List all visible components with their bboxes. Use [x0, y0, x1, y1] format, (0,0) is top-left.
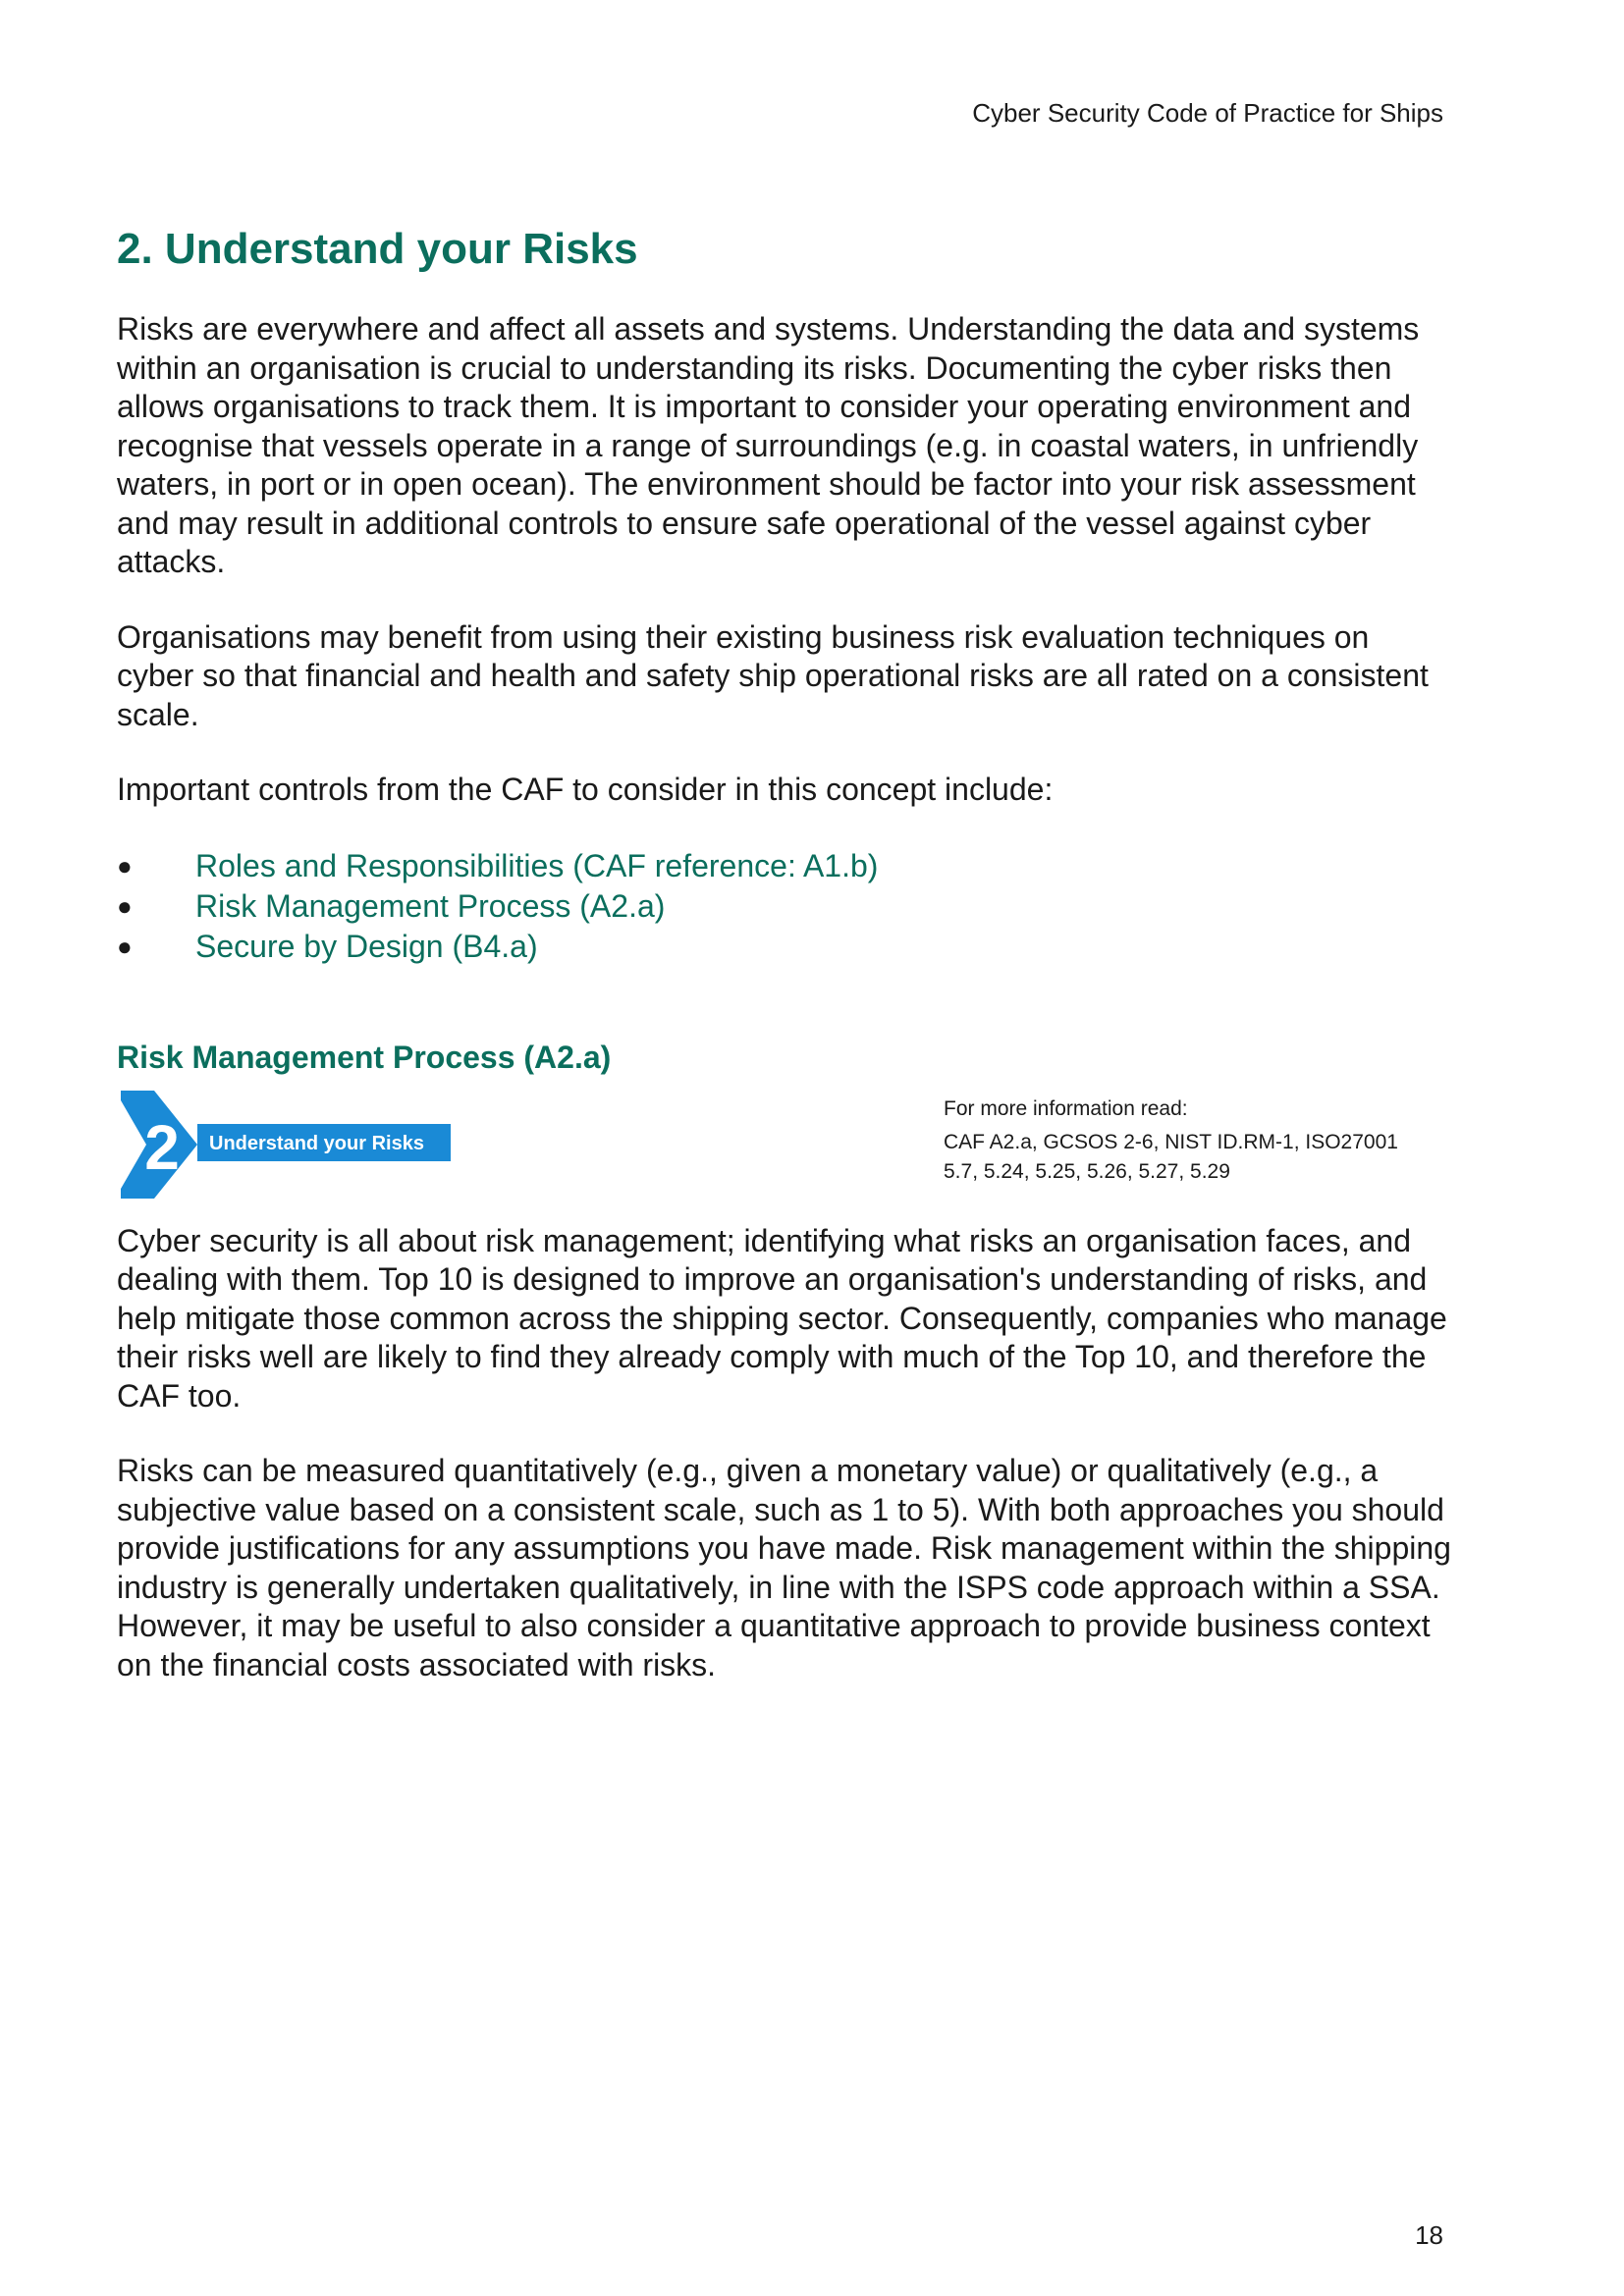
control-link-secure-by-design[interactable] — [117, 927, 1452, 967]
control-link-label: Secure by Design (B4.a) — [195, 928, 538, 964]
badge-number: 2 — [144, 1111, 180, 1183]
controls-intro-paragraph: Important controls from the CAF to consider in this concept include: — [117, 772, 1054, 807]
bullet-icon: ● — [117, 850, 133, 881]
control-link-roles[interactable] — [117, 846, 1452, 886]
more-info-refs-line2: 5.7, 5.24, 5.25, 5.26, 5.27, 5.29 — [944, 1159, 1230, 1183]
running-header: Cyber Security Code of Practice for Ships — [972, 98, 1443, 128]
subsection-title: Risk Management Process (A2.a) — [117, 1039, 612, 1075]
bullet-icon: ● — [117, 890, 133, 921]
chevron-badge-icon — [121, 1091, 455, 1199]
measurement-paragraph: Risks can be measured quantitatively (e.g., given a monetary value) or qualitatively (e.g., a subjective value based on a consistent scale, such as 1 to 5). With both approaches you should provide justifications for any assumptions you have made. Risk management within the shipping industry is generally undertaken qualitatively, in line with the ISPS code approach within a SSA. However, it may be useful to also consider a quantitative approach to provide business context on the financial costs associated with risks. — [117, 1453, 1451, 1682]
more-info-refs-line1: CAF A2.a, GCSOS 2-6, NIST ID.RM-1, ISO27001 — [944, 1130, 1398, 1153]
badge-label: Understand your Risks — [209, 1132, 424, 1154]
bullet-icon: ● — [117, 931, 133, 961]
control-link-risk-management[interactable] — [117, 886, 1452, 927]
controls-list — [117, 846, 1452, 967]
page-number: 18 — [1415, 2220, 1443, 2250]
intro-paragraph: Risks are everywhere and affect all assets and systems. Understanding the data and systems within an organisation is crucial to understanding its risks. Documenting the cyber risks then allows organisations to track them. It is important to consider your operating environment and recognise that vessels operate in a range of surroundings (e.g. in coastal waters, in unfriendly waters, in port or in open ocean). The environment should be factor into your risk assessment and may result in additional controls to ensure safe operational of the vessel against cyber attacks. — [117, 311, 1420, 579]
page-content — [117, 224, 1452, 1721]
more-info-box — [944, 1095, 1454, 1187]
more-info-label: For more information read: — [944, 1096, 1188, 1120]
risk-management-paragraph: Cyber security is all about risk management; identifying what risks an organisation faces, and dealing with them. Top 10 is designed to improve an organisation's understanding of risks, and help mitigate those common across the shipping sector. Consequently, companies who manage their risks well are likely to find they already comply with much of the Top 10, and therefore the CAF too. — [117, 1222, 1447, 1414]
understand-risks-badge — [121, 1091, 455, 1199]
section-title: 2. Understand your Risks — [117, 225, 638, 273]
control-link-label: Roles and Responsibilities (CAF reference: A1.b) — [195, 847, 879, 883]
control-link-label: Risk Management Process (A2.a) — [195, 887, 666, 924]
evaluation-paragraph: Organisations may benefit from using their existing business risk evaluation techniques on cyber so that financial and health and safety ship operational risks are all rated on a consistent scale. — [117, 618, 1429, 732]
badge-row — [117, 1091, 1452, 1199]
